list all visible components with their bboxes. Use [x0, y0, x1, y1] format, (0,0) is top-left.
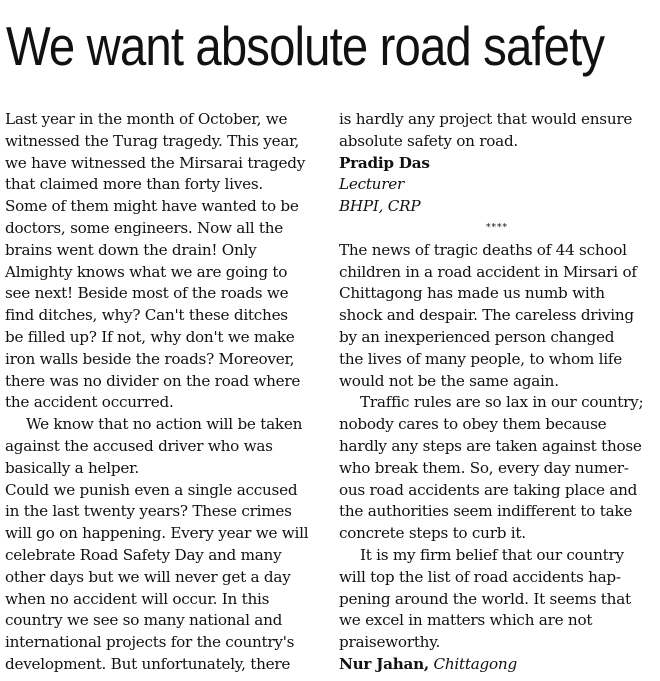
right-column — [339, 109, 655, 676]
body-line: Last year in the month of October, we — [5, 110, 288, 128]
letter-separator: **** — [486, 222, 508, 233]
body-line: international projects for the country's — [5, 633, 295, 652]
body-line: The news of tragic deaths of 44 school — [339, 240, 627, 259]
body-line: the authorities seem indifferent to take — [339, 502, 633, 521]
body-line: hardly any steps are taken against those — [339, 436, 642, 455]
body-line: doctors, some engineers. Now all the — [5, 218, 284, 237]
author-name: Pradip Das — [339, 153, 430, 172]
body-line: concrete steps to curb it. — [339, 524, 526, 543]
body-line: will top the list of road accidents hap- — [339, 567, 621, 586]
body-line: celebrate Road Safety Day and many — [5, 545, 282, 564]
body-line: see next! Beside most of the roads we — [5, 284, 289, 303]
body-line: shock and despair. The careless driving — [339, 306, 634, 325]
body-line: absolute safety on road. — [339, 131, 519, 150]
author-signature — [339, 654, 655, 676]
body-line: nobody cares to obey them because — [339, 415, 607, 434]
paragraph-start-line: It is my firm belief that our country — [360, 545, 624, 564]
body-line: children in a road accident in Mirsari of — [339, 262, 637, 281]
body-line: be filled up? If not, why don't we make — [5, 327, 295, 346]
body-line: the lives of many people, to whom life — [339, 349, 622, 368]
body-line: Almighty knows what we are going to — [5, 262, 288, 281]
body-line: the accident occurred. — [5, 393, 174, 412]
body-line: who break them. So, every day numer- — [339, 458, 629, 477]
body-line: will go on happening. Every year we will — [5, 524, 309, 543]
paragraph-start-line: We know that no action will be taken — [26, 415, 303, 434]
body-line: witnessed the Turag tragedy. This year, — [5, 131, 300, 150]
paragraph-start-line: Traffic rules are so lax in our country; — [360, 393, 644, 412]
body-line: Chittagong has made us numb with — [339, 284, 605, 303]
body-line: development. But unfortunately, there — [5, 654, 291, 673]
body-line: Could we punish even a single accused — [5, 480, 298, 499]
body-line: is hardly any project that would ensure — [339, 110, 633, 128]
body-line: ous road accidents are taking place and — [339, 480, 638, 499]
body-line: basically a helper. — [5, 458, 139, 477]
author-location: Chittagong — [433, 654, 517, 673]
body-line: brains went down the drain! Only — [5, 240, 257, 259]
body-line: praiseworthy. — [339, 633, 441, 652]
body-line: by an inexperienced person changed — [339, 327, 615, 346]
author-name: Nur Jahan, — [339, 654, 429, 673]
body-line: in the last twenty years? These crimes — [5, 502, 292, 521]
body-line: iron walls beside the roads? Moreover, — [5, 349, 295, 368]
body-line: we excel in matters which are not — [339, 611, 593, 630]
body-line: Some of them might have wanted to be — [5, 197, 299, 216]
body-line: when no accident will occur. In this — [5, 589, 270, 608]
body-line: country we see so many national and — [5, 611, 283, 630]
body-line: we have witnessed the Mirsarai tragedy — [5, 153, 306, 172]
left-column — [5, 109, 323, 676]
body-line: would not be the same again. — [339, 371, 559, 390]
body-line: find ditches, why? Can't these ditches — [5, 306, 288, 325]
author-affiliation: BHPI, CRP — [339, 197, 421, 216]
body-line: against the accused driver who was — [5, 436, 273, 455]
body-line: other days but we will never get a day — [5, 567, 291, 586]
body-line: there was no divider on the road where — [5, 371, 301, 390]
author-title: Lecturer — [339, 175, 404, 194]
body-line: pening around the world. It seems that — [339, 589, 631, 608]
headline: We want absolute road safety — [6, 15, 605, 77]
body-line: that claimed more than forty lives. — [5, 175, 263, 194]
